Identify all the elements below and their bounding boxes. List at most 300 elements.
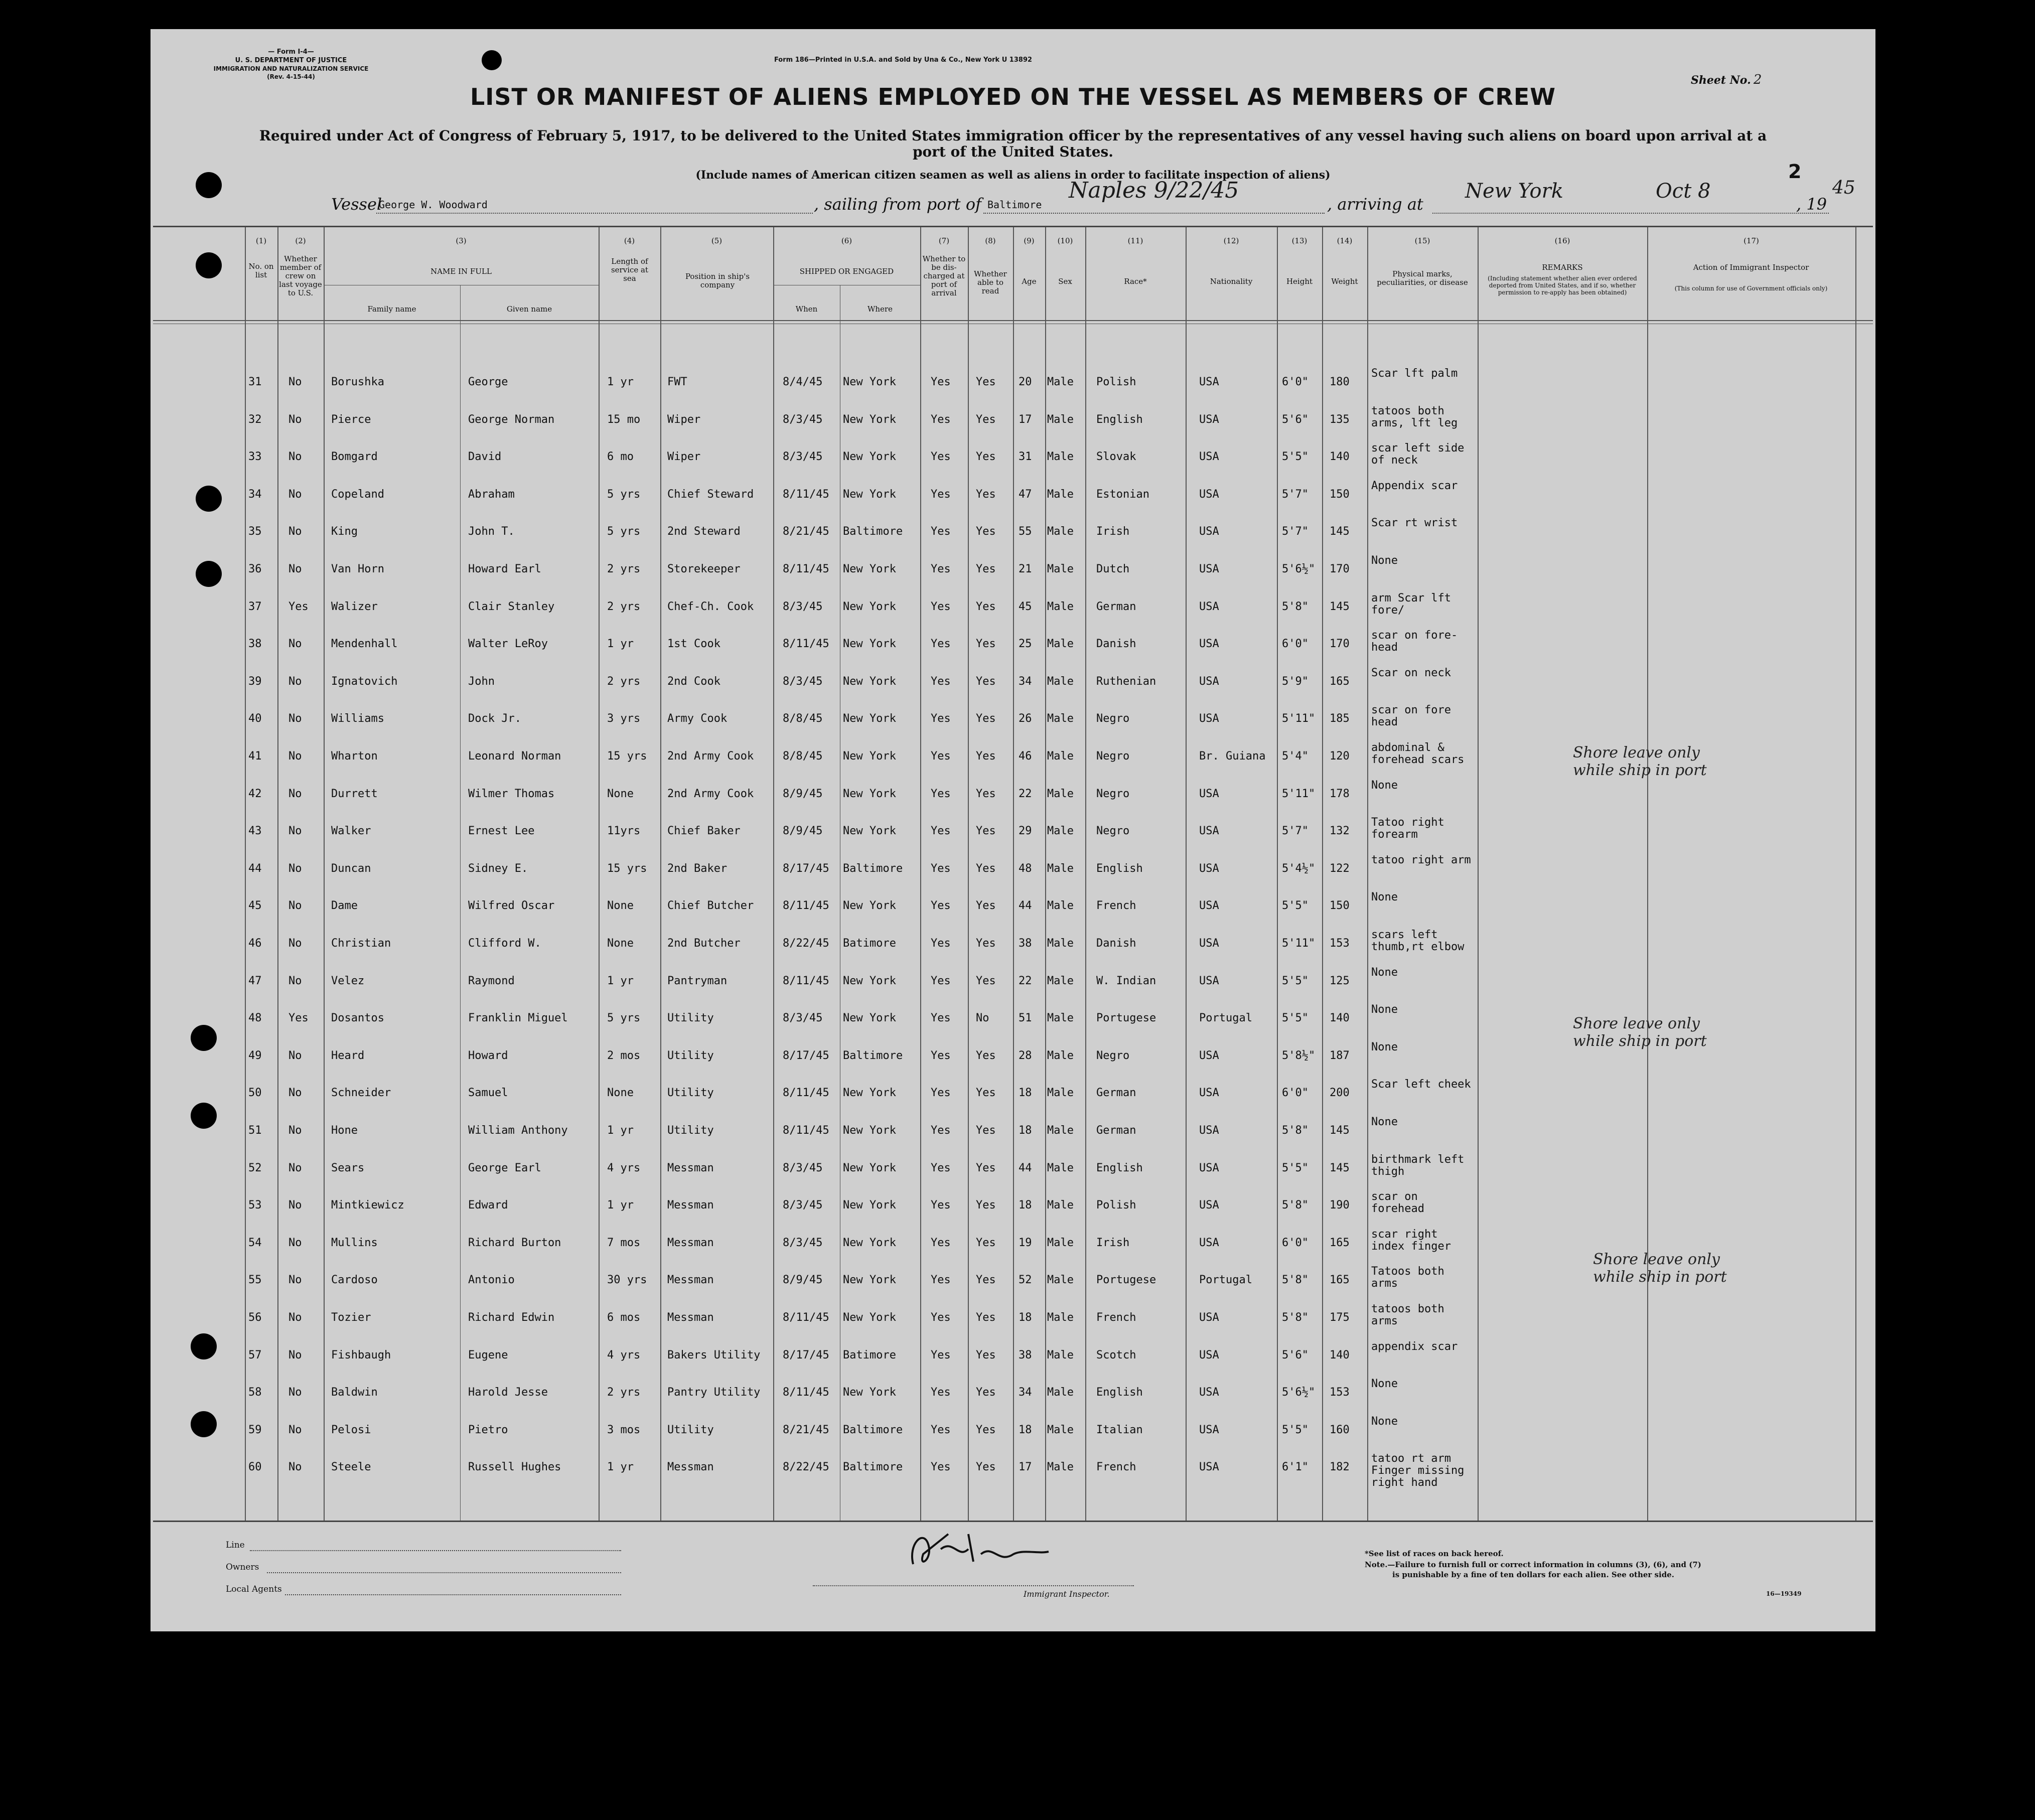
year-value: 45: [1832, 178, 1855, 198]
row-last-voyage: No: [288, 1236, 302, 1249]
row-family-name: Walizer: [331, 600, 378, 613]
owners-label: Owners: [226, 1562, 259, 1572]
row-last-voyage: No: [288, 488, 302, 501]
row-physical-marks: Scar lft palm: [1371, 367, 1458, 380]
row-family-name: Sears: [331, 1161, 365, 1174]
table-row: [153, 1340, 1873, 1364]
row-length-service: 2 yrs: [607, 675, 641, 688]
row-nationality: USA: [1199, 488, 1219, 501]
row-family-name: Ignatovich: [331, 675, 398, 688]
row-discharged: Yes: [931, 787, 951, 800]
header-sex: Sex: [1058, 277, 1072, 286]
row-able-read: Yes: [976, 376, 996, 388]
row-shipped-where: New York: [843, 1236, 896, 1249]
row-able-read: Yes: [976, 712, 996, 725]
row-sex: Male: [1047, 450, 1074, 464]
row-last-voyage: No: [288, 1049, 302, 1062]
row-family-name: Baldwin: [331, 1386, 378, 1399]
row-shipped-when: 8/8/45: [783, 750, 823, 763]
crew-rows: [153, 227, 1873, 1521]
row-number: 31: [248, 376, 262, 388]
col-num: (2): [295, 236, 306, 245]
row-nationality: USA: [1199, 600, 1219, 613]
row-physical-marks: None: [1371, 891, 1398, 904]
row-last-voyage: No: [288, 1087, 302, 1100]
header-age: Age: [1022, 277, 1037, 286]
row-number: 42: [248, 787, 262, 800]
table-row: [153, 1415, 1873, 1439]
col-num: (11): [1127, 236, 1143, 245]
row-length-service: 5 yrs: [607, 525, 641, 538]
row-shipped-when: 8/17/45: [783, 1049, 829, 1062]
table-row: [153, 853, 1873, 877]
row-position: Storekeeper: [667, 563, 741, 575]
row-family-name: Williams: [331, 712, 384, 725]
row-physical-marks: None: [1371, 554, 1398, 567]
manifest-sheet: [151, 29, 1875, 1631]
row-physical-marks: None: [1371, 1415, 1398, 1428]
col-num: (4): [624, 236, 635, 245]
row-sex: Male: [1047, 787, 1074, 800]
row-number: 35: [248, 525, 262, 538]
row-last-voyage: No: [288, 1161, 302, 1174]
header-position: Position in ship's company: [685, 272, 750, 289]
row-number: 58: [248, 1386, 262, 1399]
header-remarks: REMARKS: [1542, 263, 1583, 272]
remark-note-line: while ship in port: [1573, 762, 1707, 779]
row-given-name: George Earl: [468, 1161, 541, 1174]
row-length-service: 2 yrs: [607, 563, 641, 575]
row-able-read: Yes: [976, 675, 996, 688]
row-number: 50: [248, 1087, 262, 1100]
row-weight: 153: [1330, 937, 1350, 950]
row-nationality: USA: [1199, 1311, 1219, 1324]
row-race: Portugese: [1096, 1274, 1156, 1287]
row-position: 2nd Steward: [667, 525, 741, 538]
row-length-service: 5 yrs: [607, 488, 641, 501]
row-weight: 182: [1330, 1461, 1350, 1474]
table-row: [153, 1228, 1873, 1253]
row-sex: Male: [1047, 563, 1074, 575]
row-given-name: Walter LeRoy: [468, 638, 548, 651]
row-given-name: Pietro: [468, 1423, 508, 1436]
row-able-read: Yes: [976, 1087, 996, 1100]
row-position: Wiper: [667, 450, 701, 464]
row-family-name: Mintkiewicz: [331, 1199, 404, 1212]
row-given-name: Dock Jr.: [468, 712, 521, 725]
row-shipped-where: New York: [843, 1012, 896, 1025]
row-number: 41: [248, 750, 262, 763]
row-height: 5'8": [1282, 600, 1309, 613]
row-height: 5'8": [1282, 1311, 1309, 1324]
row-given-name: George Norman: [468, 413, 555, 426]
remark-note: [1573, 744, 1707, 779]
col-num: (1): [255, 236, 267, 245]
row-nationality: USA: [1199, 1124, 1219, 1137]
row-position: Chief Baker: [667, 825, 741, 838]
row-race: Irish: [1096, 525, 1130, 538]
row-shipped-where: New York: [843, 563, 896, 575]
row-shipped-where: New York: [843, 1124, 896, 1137]
row-height: 5'8": [1282, 1124, 1309, 1137]
header-where: Where: [867, 305, 893, 314]
row-height: 5'9": [1282, 675, 1309, 688]
row-given-name: Clair Stanley: [468, 600, 555, 613]
remark-note-line: Shore leave only: [1573, 744, 1700, 762]
header-given-name: Given name: [506, 305, 552, 314]
row-sex: Male: [1047, 1311, 1074, 1324]
row-position: 2nd Cook: [667, 675, 720, 688]
row-race: Negro: [1096, 712, 1130, 725]
row-last-voyage: No: [288, 862, 302, 875]
row-last-voyage: No: [288, 787, 302, 800]
row-length-service: 2 yrs: [607, 600, 641, 613]
row-age: 38: [1019, 1348, 1032, 1361]
printer-line: Form 186—Printed in U.S.A. and Sold by Una & Co., New York U 13892: [774, 56, 1033, 64]
punch-hole: [482, 50, 502, 70]
row-discharged: Yes: [931, 675, 951, 688]
row-last-voyage: No: [288, 413, 302, 426]
row-age: 18: [1019, 1087, 1032, 1100]
row-discharged: Yes: [931, 450, 951, 464]
include-note: (Include names of American citizen seamen as well as aliens in order to facilitate inspection of aliens): [695, 169, 1331, 182]
row-number: 37: [248, 600, 262, 613]
row-physical-marks: tatoos both arms: [1371, 1303, 1444, 1327]
header-action: Action of Immigrant Inspector: [1693, 263, 1809, 272]
row-shipped-where: New York: [843, 1386, 896, 1399]
row-able-read: Yes: [976, 1124, 996, 1137]
row-shipped-when: 8/11/45: [783, 974, 829, 987]
row-height: 5'8": [1282, 1199, 1309, 1212]
row-last-voyage: Yes: [288, 600, 309, 613]
row-position: 2nd Baker: [667, 862, 728, 875]
table-row: [153, 404, 1873, 429]
row-age: 17: [1019, 413, 1032, 426]
row-given-name: Sidney E.: [468, 862, 528, 875]
row-sex: Male: [1047, 1461, 1074, 1474]
row-nationality: Portugal: [1199, 1274, 1252, 1287]
row-discharged: Yes: [931, 638, 951, 651]
vessel-label: Vessel: [331, 195, 382, 214]
row-nationality: Portugal: [1199, 1012, 1252, 1025]
row-given-name: Ernest Lee: [468, 825, 535, 838]
row-age: 34: [1019, 1386, 1032, 1399]
header-when: When: [795, 305, 818, 314]
row-race: Negro: [1096, 750, 1130, 763]
row-position: 2nd Butcher: [667, 937, 741, 950]
row-position: Messman: [667, 1461, 714, 1474]
header-family-name: Family name: [367, 305, 416, 314]
row-discharged: Yes: [931, 1012, 951, 1025]
row-shipped-where: New York: [843, 376, 896, 388]
row-last-voyage: No: [288, 1274, 302, 1287]
row-discharged: Yes: [931, 1087, 951, 1100]
row-able-read: Yes: [976, 1348, 996, 1361]
sailing-handwritten: Naples 9/22/45: [1069, 178, 1239, 203]
row-able-read: No: [976, 1012, 989, 1025]
row-family-name: Velez: [331, 974, 365, 987]
row-nationality: USA: [1199, 1236, 1219, 1249]
row-able-read: Yes: [976, 1386, 996, 1399]
row-shipped-when: 8/9/45: [783, 1274, 823, 1287]
row-last-voyage: No: [288, 1311, 302, 1324]
penalty-note-2: is punishable by a fine of ten dollars for each alien. See other side.: [1392, 1570, 1674, 1579]
header-nationality: Nationality: [1210, 277, 1253, 286]
row-number: 53: [248, 1199, 262, 1212]
row-age: 38: [1019, 937, 1032, 950]
row-weight: 135: [1330, 413, 1350, 426]
row-last-voyage: No: [288, 638, 302, 651]
row-last-voyage: No: [288, 1423, 302, 1436]
row-race: German: [1096, 1124, 1136, 1137]
row-physical-marks: scar on fore-head: [1371, 629, 1458, 654]
row-nationality: USA: [1199, 1386, 1219, 1399]
row-given-name: Leonard Norman: [468, 750, 561, 763]
row-weight: 125: [1330, 974, 1350, 987]
row-discharged: Yes: [931, 1311, 951, 1324]
row-shipped-where: Baltimore: [843, 862, 903, 875]
row-shipped-when: 8/3/45: [783, 600, 823, 613]
row-able-read: Yes: [976, 1311, 996, 1324]
row-weight: 150: [1330, 899, 1350, 913]
row-able-read: Yes: [976, 413, 996, 426]
row-position: 2nd Army Cook: [667, 750, 754, 763]
row-position: Chief Butcher: [667, 899, 754, 913]
row-weight: 122: [1330, 862, 1350, 875]
row-number: 34: [248, 488, 262, 501]
row-position: Messman: [667, 1236, 714, 1249]
row-discharged: Yes: [931, 712, 951, 725]
row-position: Utility: [667, 1012, 714, 1025]
row-family-name: Wharton: [331, 750, 378, 763]
year-prefix: , 19: [1796, 195, 1827, 214]
row-height: 6'0": [1282, 1087, 1309, 1100]
row-nationality: USA: [1199, 1087, 1219, 1100]
row-age: 19: [1019, 1236, 1032, 1249]
row-family-name: Dosantos: [331, 1012, 384, 1025]
row-age: 18: [1019, 1311, 1032, 1324]
table-row: [153, 929, 1873, 953]
row-length-service: 3 mos: [607, 1423, 641, 1436]
row-weight: 170: [1330, 638, 1350, 651]
col-num: (5): [711, 236, 722, 245]
penalty-note: Note.—Failure to furnish full or correct information in columns (3), (6), and (7): [1365, 1560, 1701, 1569]
row-shipped-when: 8/22/45: [783, 1461, 829, 1474]
col-num: (10): [1057, 236, 1073, 245]
row-height: 6'1": [1282, 1461, 1309, 1474]
row-position: Wiper: [667, 413, 701, 426]
col-num: (14): [1337, 236, 1353, 245]
header-no-on-list: No. on list: [248, 262, 274, 279]
row-shipped-where: New York: [843, 675, 896, 688]
row-given-name: George: [468, 376, 508, 388]
row-last-voyage: No: [288, 937, 302, 950]
table-row: [153, 666, 1873, 690]
row-able-read: Yes: [976, 638, 996, 651]
row-shipped-when: 8/11/45: [783, 899, 829, 913]
row-family-name: Van Horn: [331, 563, 384, 575]
row-length-service: 30 yrs: [607, 1274, 647, 1287]
row-last-voyage: No: [288, 974, 302, 987]
row-race: English: [1096, 862, 1143, 875]
col-num: (7): [938, 236, 950, 245]
row-height: 5'6": [1282, 413, 1309, 426]
row-race: Polish: [1096, 1199, 1136, 1212]
table-row: [153, 891, 1873, 915]
row-shipped-where: New York: [843, 638, 896, 651]
arriving-value: New York: [1465, 180, 1563, 203]
header-discharged: Whether to be dis-charged at port of arrival: [922, 254, 966, 297]
row-physical-marks: Tatoo right forearm: [1371, 816, 1444, 841]
header-physical-marks: Physical marks, peculiarities, or disease: [1377, 269, 1468, 287]
row-able-read: Yes: [976, 974, 996, 987]
row-family-name: Pierce: [331, 413, 371, 426]
row-family-name: Fishbaugh: [331, 1348, 391, 1361]
row-able-read: Yes: [976, 450, 996, 464]
row-physical-marks: abdominal & forehead scars: [1371, 741, 1465, 766]
table-row: [153, 629, 1873, 654]
form-title: LIST OR MANIFEST OF ALIENS EMPLOYED ON THE VESSEL AS MEMBERS OF CREW: [470, 83, 1556, 110]
row-position: Messman: [667, 1161, 714, 1174]
form-code: 16—19349: [1766, 1590, 1802, 1597]
row-height: 5'7": [1282, 825, 1309, 838]
row-given-name: Edward: [468, 1199, 508, 1212]
row-able-read: Yes: [976, 1236, 996, 1249]
row-sex: Male: [1047, 1236, 1074, 1249]
row-given-name: Howard Earl: [468, 563, 541, 575]
row-sex: Male: [1047, 1423, 1074, 1436]
row-number: 46: [248, 937, 262, 950]
row-sex: Male: [1047, 525, 1074, 538]
row-family-name: Pelosi: [331, 1423, 371, 1436]
row-physical-marks: scar right index finger: [1371, 1228, 1451, 1253]
row-length-service: 4 yrs: [607, 1348, 641, 1361]
row-race: French: [1096, 899, 1136, 913]
row-weight: 185: [1330, 712, 1350, 725]
row-discharged: Yes: [931, 1236, 951, 1249]
row-family-name: Bomgard: [331, 450, 378, 464]
row-number: 59: [248, 1423, 262, 1436]
row-last-voyage: No: [288, 1461, 302, 1474]
row-physical-marks: None: [1371, 1003, 1398, 1016]
row-shipped-when: 8/11/45: [783, 1311, 829, 1324]
row-able-read: Yes: [976, 787, 996, 800]
row-physical-marks: birthmark left thigh: [1371, 1153, 1465, 1178]
row-able-read: Yes: [976, 525, 996, 538]
row-family-name: Steele: [331, 1461, 371, 1474]
row-age: 44: [1019, 899, 1032, 913]
col-num: (9): [1024, 236, 1035, 245]
row-height: 5'4½": [1282, 862, 1316, 875]
row-length-service: 5 yrs: [607, 1012, 641, 1025]
row-shipped-when: 8/21/45: [783, 1423, 829, 1436]
row-race: Danish: [1096, 638, 1136, 651]
races-note: *See list of races on back hereof.: [1365, 1549, 1504, 1558]
row-last-voyage: No: [288, 1124, 302, 1137]
table-row: [153, 591, 1873, 617]
row-height: 5'5": [1282, 899, 1309, 913]
row-sex: Male: [1047, 600, 1074, 613]
header-action-desc: (This column for use of Government officials only): [1674, 285, 1828, 292]
row-age: 28: [1019, 1049, 1032, 1062]
table-row: [153, 479, 1873, 503]
row-height: 6'0": [1282, 1236, 1309, 1249]
row-nationality: USA: [1199, 1049, 1219, 1062]
arrival-date: Oct 8: [1656, 180, 1711, 203]
header-weight: Weight: [1331, 277, 1358, 286]
row-weight: 190: [1330, 1199, 1350, 1212]
row-physical-marks: scar left side of neck: [1371, 442, 1465, 467]
row-physical-marks: Tatoos both arms: [1371, 1265, 1444, 1290]
row-sex: Male: [1047, 675, 1074, 688]
row-age: 22: [1019, 787, 1032, 800]
row-age: 47: [1019, 488, 1032, 501]
row-number: 40: [248, 712, 262, 725]
row-family-name: Dame: [331, 899, 358, 913]
row-discharged: Yes: [931, 600, 951, 613]
row-shipped-when: 8/11/45: [783, 638, 829, 651]
row-position: Army Cook: [667, 712, 728, 725]
row-length-service: 15 yrs: [607, 862, 647, 875]
row-sex: Male: [1047, 1386, 1074, 1399]
row-last-voyage: No: [288, 712, 302, 725]
sheet-corner-number: 2: [1788, 161, 1802, 183]
row-able-read: Yes: [976, 563, 996, 575]
row-height: 5'11": [1282, 937, 1316, 950]
row-position: Utility: [667, 1087, 714, 1100]
row-position: Utility: [667, 1049, 714, 1062]
row-family-name: Mullins: [331, 1236, 378, 1249]
row-nationality: USA: [1199, 413, 1219, 426]
table-row: [153, 517, 1873, 540]
row-given-name: Raymond: [468, 974, 515, 987]
row-discharged: Yes: [931, 376, 951, 388]
sailing-port-value: Baltimore: [987, 199, 1042, 211]
row-physical-marks: tatoos both arms, lft leg: [1371, 404, 1458, 429]
table-row: [153, 554, 1873, 578]
row-discharged: Yes: [931, 1124, 951, 1137]
row-family-name: Hone: [331, 1124, 358, 1137]
row-shipped-where: New York: [843, 1199, 896, 1212]
row-discharged: Yes: [931, 862, 951, 875]
col-num: (8): [985, 236, 996, 245]
header-name-in-full: NAME IN FULL: [430, 267, 492, 276]
col-num: (16): [1554, 236, 1570, 245]
row-age: 17: [1019, 1461, 1032, 1474]
row-discharged: Yes: [931, 750, 951, 763]
row-shipped-where: Baltimore: [843, 1423, 903, 1436]
row-shipped-where: Baltimore: [843, 525, 903, 538]
row-physical-marks: None: [1371, 966, 1398, 979]
row-sex: Male: [1047, 1274, 1074, 1287]
row-length-service: None: [607, 899, 634, 913]
row-shipped-where: New York: [843, 825, 896, 838]
row-physical-marks: scar on fore head: [1371, 704, 1451, 729]
row-discharged: Yes: [931, 1049, 951, 1062]
row-physical-marks: None: [1371, 1116, 1398, 1128]
remark-note: [1573, 1015, 1707, 1050]
row-length-service: 6 mo: [607, 450, 634, 464]
row-family-name: Mendenhall: [331, 638, 398, 651]
row-weight: 140: [1330, 1012, 1350, 1025]
table-row: [153, 966, 1873, 990]
row-weight: 145: [1330, 1124, 1350, 1137]
row-number: 55: [248, 1274, 262, 1287]
row-age: 45: [1019, 600, 1032, 613]
row-discharged: Yes: [931, 974, 951, 987]
row-number: 32: [248, 413, 262, 426]
row-shipped-when: 8/8/45: [783, 712, 823, 725]
